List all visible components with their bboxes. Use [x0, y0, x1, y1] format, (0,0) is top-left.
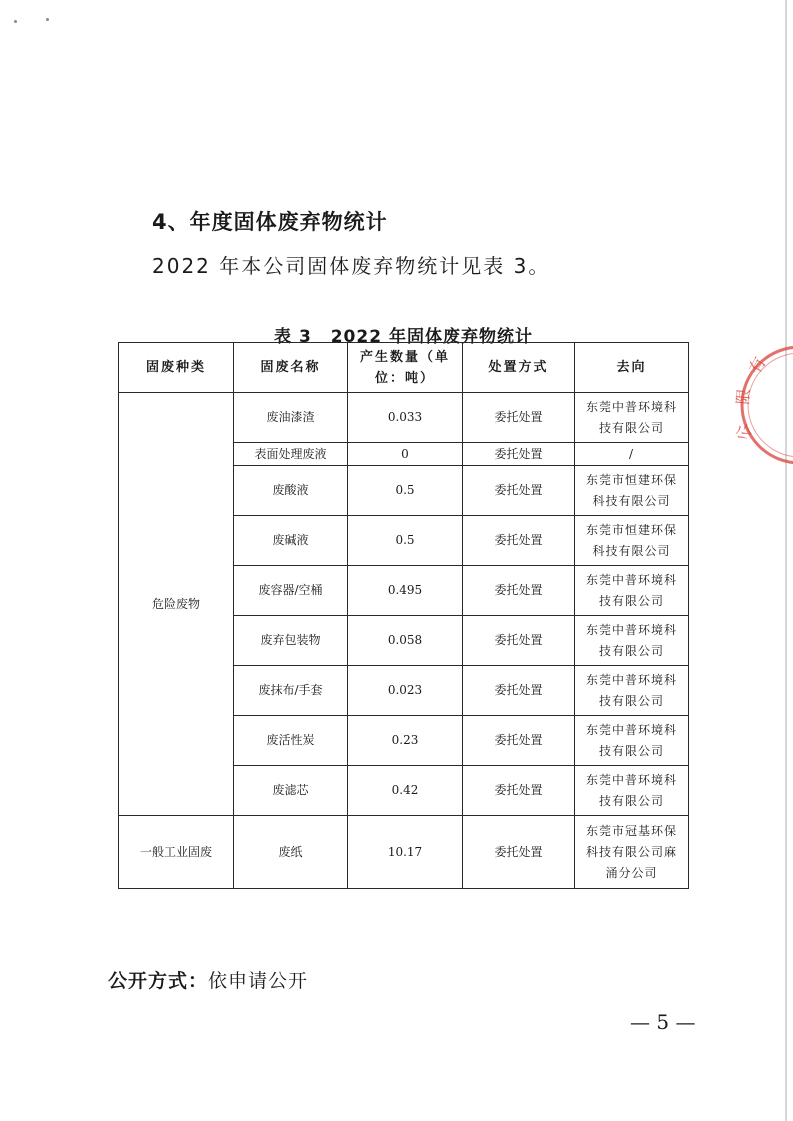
destination-cell: 东莞市冠基环保科技有限公司麻涌分公司: [575, 816, 689, 889]
scan-speck: [46, 18, 49, 21]
destination-cell: 东莞市恒建环保科技有限公司: [575, 516, 689, 566]
disclosure-label: 公开方式：: [108, 970, 209, 992]
waste-name-cell: 废油漆渣: [234, 393, 348, 443]
quantity-cell: 0.23: [348, 716, 463, 766]
method-cell: 委托处置: [463, 566, 575, 616]
header-quantity: 产生数量（单位：吨）: [348, 343, 463, 393]
waste-name-cell: 废纸: [234, 816, 348, 889]
waste-name-cell: 废滤芯: [234, 766, 348, 816]
table-header-row: [119, 343, 689, 393]
table-row: [119, 393, 689, 443]
quantity-cell: 0.023: [348, 666, 463, 716]
category-cell-hazardous: 危险废物: [119, 393, 234, 816]
section-intro: 2022 年本公司固体废弃物统计见表 3。: [152, 254, 551, 278]
destination-cell: 东莞中普环境科技有限公司: [575, 766, 689, 816]
seal-char: 公: [731, 420, 756, 444]
disclosure-line: [108, 966, 308, 993]
method-cell: 委托处置: [463, 816, 575, 889]
method-cell: 委托处置: [463, 466, 575, 516]
waste-name-cell: 废酸液: [234, 466, 348, 516]
method-cell: 委托处置: [463, 516, 575, 566]
destination-cell: 东莞中普环境科技有限公司: [575, 393, 689, 443]
method-cell: 委托处置: [463, 766, 575, 816]
quantity-cell: 0.42: [348, 766, 463, 816]
method-cell: 委托处置: [463, 666, 575, 716]
table-caption-title: 2022 年固体废弃物统计: [330, 327, 533, 347]
destination-cell: 东莞中普环境科技有限公司: [575, 616, 689, 666]
seal-char: 限: [733, 387, 754, 406]
destination-cell: 东莞中普环境科技有限公司: [575, 666, 689, 716]
disclosure-value: 依申请公开: [208, 970, 309, 992]
waste-name-cell: 废弃包装物: [234, 616, 348, 666]
quantity-cell: 0: [348, 443, 463, 466]
method-cell: 委托处置: [463, 716, 575, 766]
seal-char: 有: [745, 353, 770, 377]
quantity-cell: 0.058: [348, 616, 463, 666]
waste-name-cell: 废活性炭: [234, 716, 348, 766]
waste-name-cell: 表面处理废液: [234, 443, 348, 466]
method-cell: 委托处置: [463, 616, 575, 666]
scan-speck: [14, 20, 17, 23]
quantity-cell: 0.495: [348, 566, 463, 616]
quantity-cell: 0.5: [348, 466, 463, 516]
quantity-cell: 10.17: [348, 816, 463, 889]
destination-cell: /: [575, 443, 689, 466]
quantity-cell: 0.5: [348, 516, 463, 566]
header-category: 固废种类: [119, 343, 234, 393]
destination-cell: 东莞中普环境科技有限公司: [575, 566, 689, 616]
waste-name-cell: 废碱液: [234, 516, 348, 566]
table-row: [119, 816, 689, 889]
waste-name-cell: 废抹布/手套: [234, 666, 348, 716]
waste-name-cell: 废容器/空桶: [234, 566, 348, 616]
quantity-cell: 0.033: [348, 393, 463, 443]
scan-edge: [785, 0, 787, 1121]
destination-cell: 东莞市恒建环保科技有限公司: [575, 466, 689, 516]
section-heading: 4、年度固体废弃物统计: [152, 210, 388, 234]
header-name: 固废名称: [234, 343, 348, 393]
table-caption-label: 表 3: [274, 327, 312, 347]
waste-table: [118, 342, 689, 889]
header-destination: 去向: [575, 343, 689, 393]
destination-cell: 东莞中普环境科技有限公司: [575, 716, 689, 766]
method-cell: 委托处置: [463, 393, 575, 443]
company-seal: [700, 335, 793, 475]
header-method: 处置方式: [463, 343, 575, 393]
category-cell-general: 一般工业固废: [119, 816, 234, 889]
method-cell: 委托处置: [463, 443, 575, 466]
page-number: — 5 —: [630, 1010, 696, 1034]
